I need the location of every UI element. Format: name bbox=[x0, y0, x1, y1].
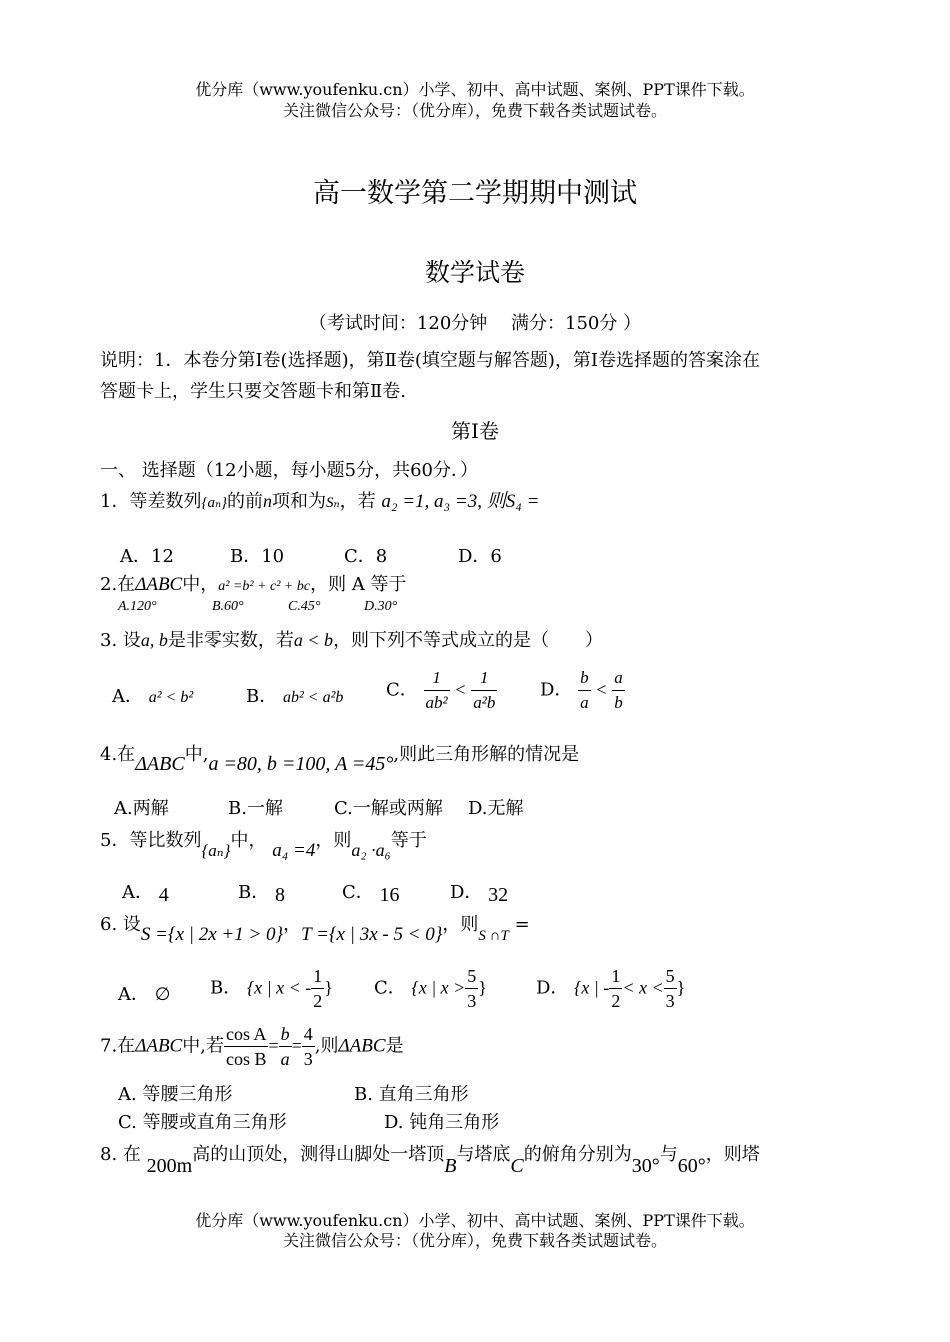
exam-subtitle: 数学试卷 bbox=[424, 258, 525, 287]
q3-option-d: D． $\frac{b}{a}$ < $\frac{a}{b}$ bbox=[540, 668, 623, 712]
q6-option-a: A． ∅ bbox=[118, 984, 171, 1005]
footer-line-2: 关注微信公众号：（优分库），免费下载各类试题试卷。 bbox=[282, 1231, 667, 1250]
q2-option-d: D.30° bbox=[364, 599, 398, 614]
q3-option-c: C． $\frac{1}{\text{ab²}}$ < $\frac{1}{\text{a²b}}$ bbox=[386, 668, 496, 712]
q1-option-c: C．8 bbox=[344, 546, 388, 567]
part-heading: 第Ⅰ卷 bbox=[451, 419, 499, 443]
q6-option-b: B． {x | x < - $\frac{1}{2}$ } bbox=[210, 966, 333, 1011]
note-line-2: 答题卡上，学生只要交答题卡和第Ⅱ卷. bbox=[100, 381, 406, 402]
q2-option-a: A.120° bbox=[118, 599, 157, 614]
q6-option-c: C． {x | x > $\frac{5}{3}$ } bbox=[374, 966, 487, 1011]
q5-option-b: B． 8 bbox=[238, 882, 285, 906]
q4-option-a: A.两解 bbox=[114, 798, 169, 819]
q4-option-c: C.一解或两解 bbox=[334, 798, 443, 819]
q2-option-b: B.60° bbox=[212, 599, 244, 614]
q7-option-d: D. 钝角三角形 bbox=[384, 1112, 500, 1133]
footer-line-1: 优分库（www.youfenku.cn）小学、初中、高中试题、案例、PPT课件下载。 bbox=[195, 1211, 755, 1230]
question-3: 3. 设a, b是非零实数，若a < b，则下列不等式成立的是（ ） bbox=[100, 630, 604, 651]
q1-option-a: A．12 bbox=[120, 546, 174, 567]
question-8: 8. 在 200m高的山顶处，测得山脚处一塔顶B与塔底C的俯角分别为30°与60°，则塔 bbox=[100, 1144, 760, 1177]
q1-option-b: B．10 bbox=[230, 546, 285, 567]
exam-meta: （考试时间：120分钟 满分：150分 ） bbox=[308, 313, 642, 334]
note-line-1: 说明：1．本卷分第Ⅰ卷(选择题)，第Ⅱ卷(填空题与解答题)，第Ⅰ卷选择题的答案涂在 bbox=[100, 350, 760, 371]
q3-option-a: A． a² < b² bbox=[112, 686, 194, 707]
q5-option-d: D． 32 bbox=[450, 882, 509, 906]
question-4: 4.在ΔABC中,a =80, b =100, A =45°,则此三角形解的情况是 bbox=[100, 744, 580, 775]
q3-option-b: B． ab² < a²b bbox=[246, 686, 344, 707]
section-heading: 一、 选择题（12小题，每小题5分，共60分．） bbox=[100, 460, 478, 481]
q7-option-b: B. 直角三角形 bbox=[354, 1084, 469, 1105]
question-6: 6. 设S ={x | 2x +1 > 0}，T ={x | 3x - 5 < 0}，则$_{S \cap T}$ = bbox=[100, 914, 530, 945]
header-line-2: 关注微信公众号：（优分库），免费下载各类试题试卷。 bbox=[282, 101, 667, 120]
question-2: 2.在ΔABC中，a² =b² + c² + bc，则 A 等于 bbox=[100, 574, 407, 595]
q2-option-c: C.45° bbox=[288, 599, 321, 614]
question-5: 5．等比数列{aₙ}中， a₄ =4，则a₂ ·a₆等于 bbox=[100, 830, 427, 861]
q5-option-c: C． 16 bbox=[342, 882, 400, 906]
q1-option-d: D．6 bbox=[458, 546, 502, 567]
q5-option-a: A． 4 bbox=[122, 882, 169, 906]
q6-option-d: D． {x | - $\frac{1}{2}$ < x < $\frac{5}{3}$ } bbox=[536, 966, 686, 1011]
exam-title: 高一数学第二学期期中测试 bbox=[313, 178, 637, 209]
q4-option-d: D.无解 bbox=[468, 798, 524, 819]
q4-option-b: B.一解 bbox=[228, 798, 283, 819]
header-line-1: 优分库（www.youfenku.cn）小学、初中、高中试题、案例、PPT课件下载。 bbox=[195, 80, 755, 99]
question-1: 1．等差数列{aₙ}的前n项和为Sₙ，若 a₂ =1, a₃ =3, 则S₄ = bbox=[100, 491, 540, 512]
q7-option-a: A. 等腰三角形 bbox=[118, 1084, 233, 1105]
question-7: 7.在ΔABC中,若 $\frac{\text{cos A}}{\text{cos B}}$ = $\frac{b}{a}$ = $\frac{4}{3}$ ,则ΔABC是 bbox=[100, 1024, 404, 1069]
q7-option-c: C. 等腰或直角三角形 bbox=[118, 1112, 287, 1133]
